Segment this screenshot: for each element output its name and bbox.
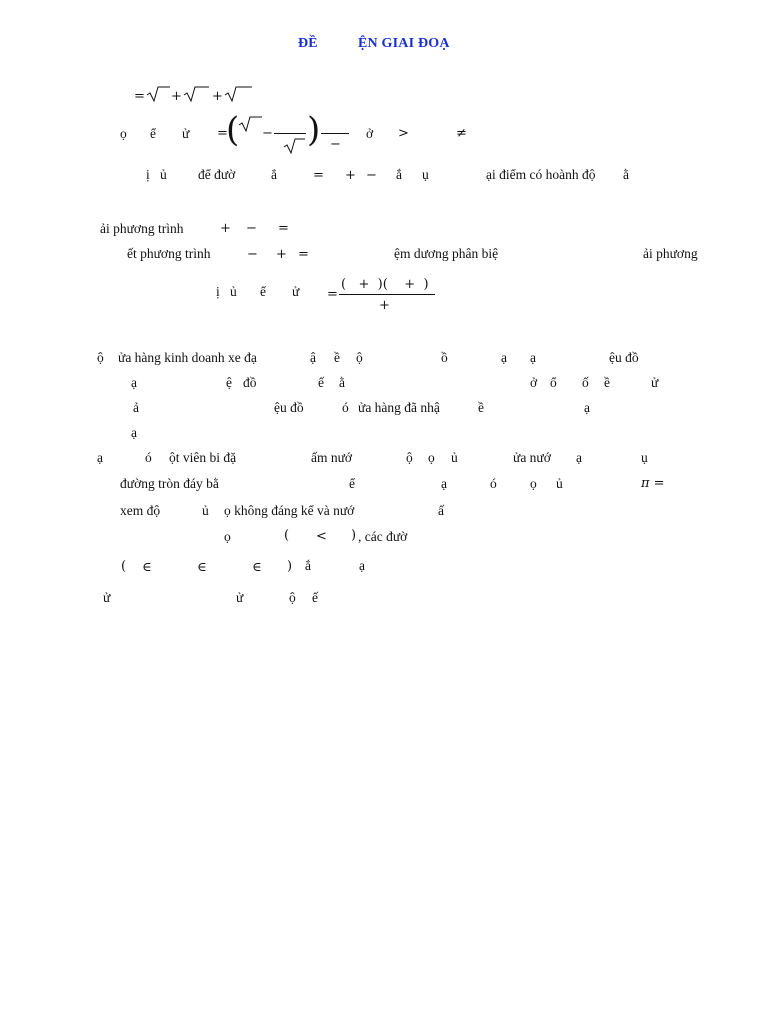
- text-fragment: ể: [260, 284, 266, 299]
- text-fragment: ồ: [441, 350, 448, 365]
- text-fragment: ẳ: [271, 167, 277, 182]
- sqrt-symbol: [183, 86, 209, 102]
- text-fragment: ắ: [305, 558, 311, 573]
- text-fragment: ọ: [530, 476, 537, 491]
- text-fragment: ế: [318, 375, 324, 390]
- text-fragment: ở: [366, 126, 374, 141]
- eq-sign: =: [134, 89, 145, 104]
- text-fragment: ại điểm có hoành độ: [486, 167, 596, 182]
- text-fragment: ậ: [310, 350, 316, 365]
- text-fragment: ột viên bi đặ: [169, 450, 237, 465]
- fraction-denominator: +: [379, 298, 390, 313]
- right-paren: ): [287, 559, 293, 574]
- text-fragment: ệu đồ: [609, 350, 639, 365]
- text-fragment: ắ: [396, 167, 402, 182]
- fraction-numerator: ( + )( + ): [341, 277, 429, 292]
- text-fragment: ệm dương phân biệ: [394, 246, 499, 261]
- plus-sign: +: [276, 247, 287, 262]
- left-paren: (: [121, 559, 127, 574]
- text-fragment: ọ: [428, 450, 435, 465]
- right-paren: ): [351, 528, 357, 543]
- text-fragment: ị: [146, 167, 150, 182]
- text-fragment: ó: [490, 476, 497, 491]
- eq-sign: =: [313, 168, 324, 183]
- text-fragment: ủ: [556, 476, 563, 491]
- lt-sign: <: [316, 529, 327, 544]
- title-left: ĐỀ: [298, 36, 318, 51]
- text-fragment: ộ: [406, 450, 413, 465]
- plus-sign: +: [171, 89, 182, 104]
- text-fragment: ủ: [451, 450, 458, 465]
- text-fragment: ị: [216, 284, 220, 299]
- text-fragment: ằ: [339, 375, 345, 390]
- text-fragment: ộ: [356, 350, 363, 365]
- text-fragment: ế: [312, 590, 318, 605]
- fraction-bar: [274, 133, 306, 134]
- right-paren: ): [307, 110, 321, 150]
- minus-sign: −: [247, 247, 258, 262]
- minus-sign: −: [330, 137, 341, 152]
- text-fragment: ửa nướ: [513, 450, 551, 465]
- text-fragment: ử: [236, 590, 244, 605]
- sqrt-symbol: [224, 86, 252, 102]
- eq-sign: =: [278, 221, 289, 236]
- left-paren: (: [226, 110, 240, 150]
- element-of-sign: ∈: [142, 560, 152, 575]
- eq-sign: =: [217, 126, 228, 141]
- text-fragment: ạ: [576, 450, 582, 465]
- text-fragment: , các đườ: [358, 529, 408, 544]
- text-fragment: để đườ: [198, 167, 236, 182]
- text-fragment: xem độ: [120, 503, 161, 518]
- eq-sign: =: [327, 287, 338, 302]
- text-fragment: ụ: [641, 450, 648, 465]
- fraction-bar: [321, 133, 349, 134]
- sqrt-symbol: [146, 86, 170, 102]
- plus-sign: +: [220, 221, 231, 236]
- text-fragment: ửa hàng đã nhậ: [358, 400, 440, 415]
- text-fragment: ết phương trình: [127, 246, 211, 261]
- text-fragment: đồ: [243, 375, 257, 390]
- text-fragment: ủ: [202, 503, 209, 518]
- neq-sign: ≠: [456, 126, 467, 141]
- text-fragment: ạ: [359, 558, 365, 573]
- text-fragment: ể: [349, 476, 355, 491]
- text-fragment: ạ: [584, 400, 590, 415]
- element-of-sign: ∈: [197, 560, 207, 575]
- text-fragment: ố: [582, 375, 589, 390]
- text-fragment: ọ không đáng kể và nướ: [224, 503, 355, 518]
- text-fragment: ửa hàng kinh doanh xe đạ: [118, 350, 257, 365]
- pi-equals: π =: [641, 476, 665, 491]
- plus-sign: +: [345, 168, 356, 183]
- sqrt-symbol: [238, 116, 262, 132]
- text-fragment: ề: [478, 400, 484, 415]
- text-fragment: ọ: [224, 529, 231, 544]
- text-fragment: ấ: [438, 503, 444, 518]
- text-fragment: ử: [182, 126, 190, 141]
- text-fragment: ả: [133, 400, 139, 415]
- text-fragment: ọ: [120, 126, 127, 141]
- text-fragment: ạ: [501, 350, 507, 365]
- text-fragment: ấm nướ: [311, 450, 353, 465]
- text-fragment: ổ: [550, 375, 557, 390]
- text-fragment: ạ: [97, 450, 103, 465]
- title-right: ỆN GIAI ĐOẠ: [358, 36, 450, 51]
- text-fragment: ạ: [131, 425, 137, 440]
- text-fragment: ải phương: [643, 246, 698, 261]
- text-fragment: ạ: [131, 375, 137, 390]
- text-fragment: ệ: [226, 375, 232, 390]
- eq-sign: =: [298, 247, 309, 262]
- text-fragment: ó: [145, 450, 152, 465]
- text-fragment: ệu đồ: [274, 400, 304, 415]
- fraction-bar: [339, 294, 435, 295]
- text-fragment: ể: [150, 126, 156, 141]
- text-fragment: ộ: [289, 590, 296, 605]
- text-fragment: ử: [103, 590, 111, 605]
- text-fragment: ề: [334, 350, 340, 365]
- text-fragment: ạ: [441, 476, 447, 491]
- text-fragment: ụ: [422, 167, 429, 182]
- text-fragment: ó: [342, 400, 349, 415]
- text-fragment: ủ: [160, 167, 167, 182]
- plus-sign: +: [212, 89, 223, 104]
- text-fragment: ề: [604, 375, 610, 390]
- element-of-sign: ∈: [252, 560, 262, 575]
- minus-sign: −: [262, 126, 273, 141]
- text-fragment: ạ: [530, 350, 536, 365]
- text-fragment: ải phương trình: [100, 221, 184, 236]
- left-paren: (: [284, 528, 290, 543]
- text-fragment: ử: [651, 375, 659, 390]
- text-fragment: ộ: [97, 350, 104, 365]
- gt-sign: >: [398, 126, 409, 141]
- text-fragment: ằ: [623, 167, 629, 182]
- minus-sign: −: [246, 221, 257, 236]
- minus-sign: −: [366, 168, 377, 183]
- text-fragment: ủ: [230, 284, 237, 299]
- sqrt-symbol: [283, 138, 305, 154]
- text-fragment: ở: [530, 375, 538, 390]
- text-fragment: đường tròn đáy bằ: [120, 476, 219, 491]
- text-fragment: ử: [292, 284, 300, 299]
